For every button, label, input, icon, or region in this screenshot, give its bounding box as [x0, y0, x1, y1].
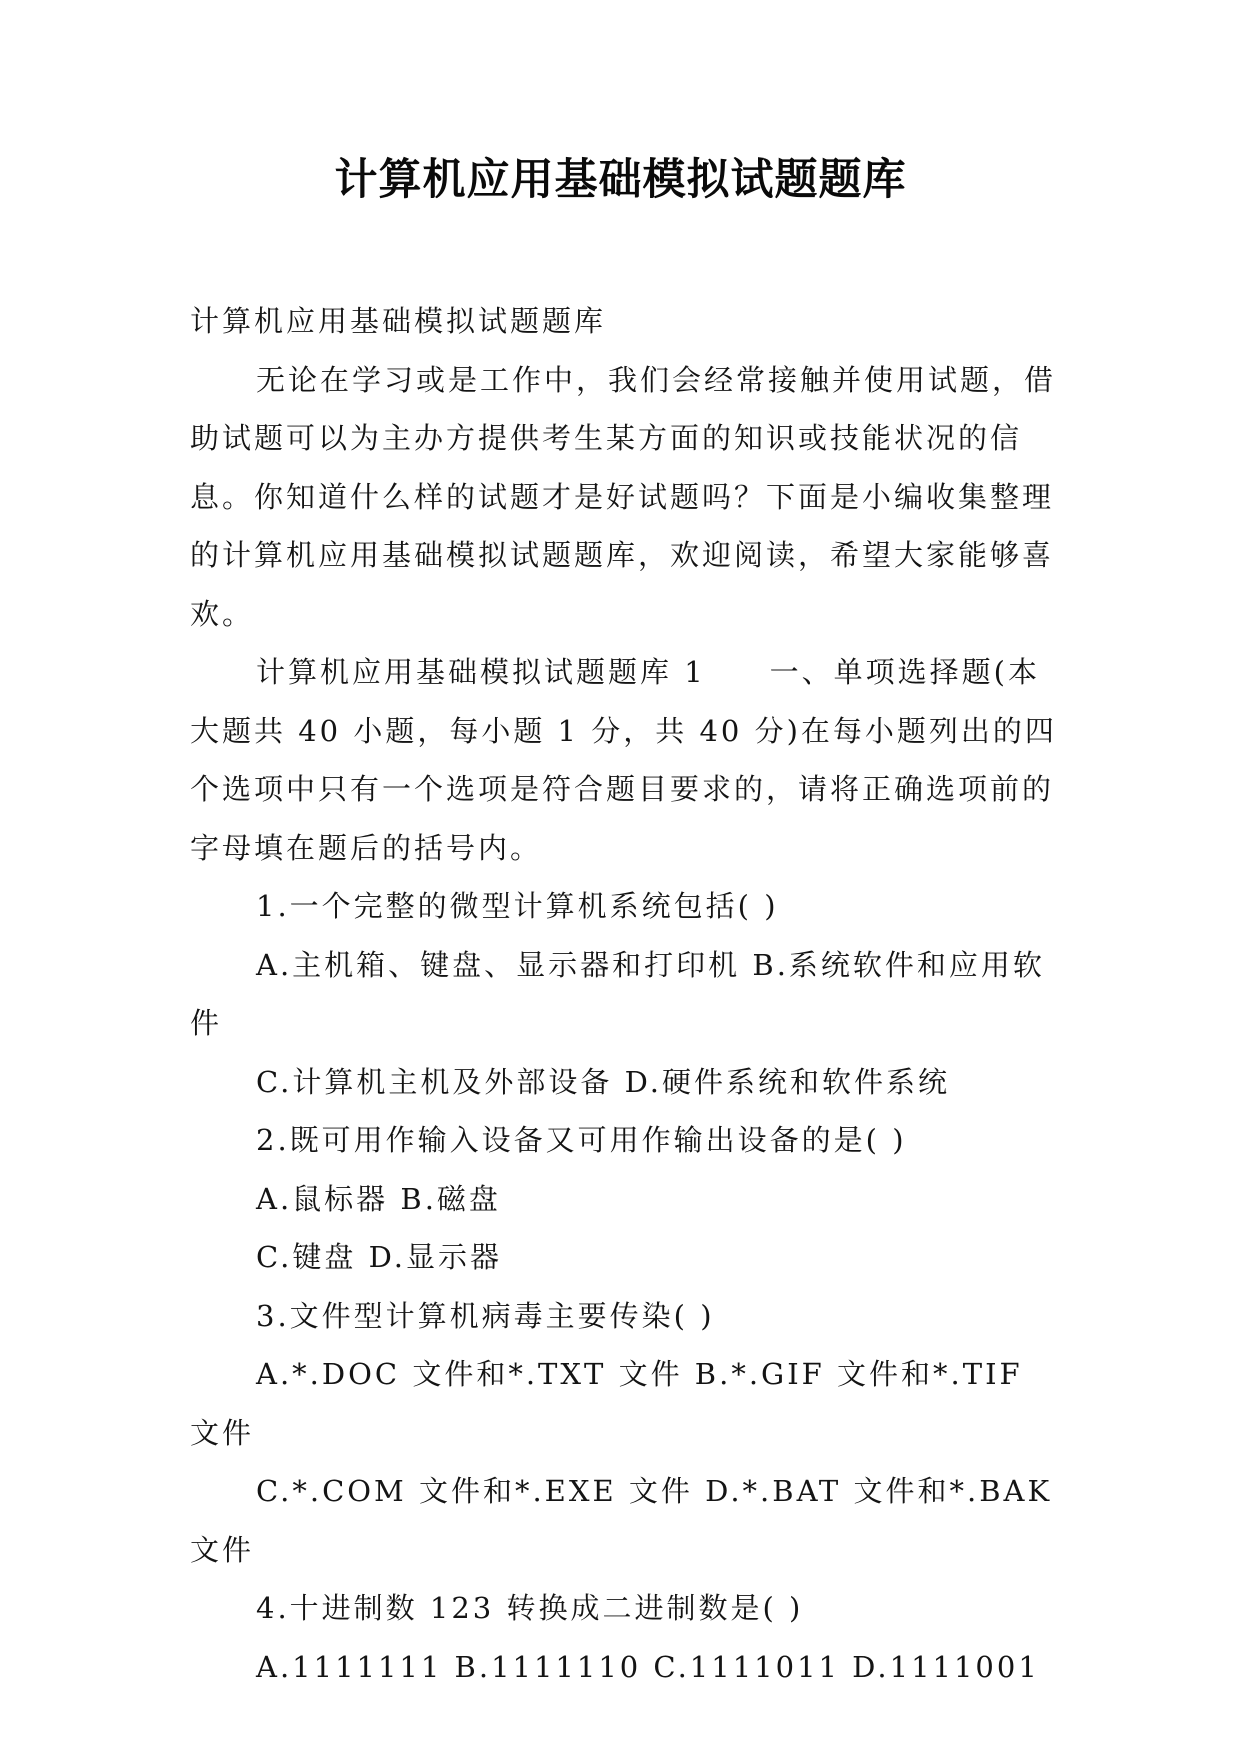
question-option: A.1111111 B.1111110 C.1111011 D.1111001: [256, 1649, 1040, 1684]
question-option: A.*.DOC 文件和*.TXT 文件 B.*.GIF 文件和*.TIF 文件: [190, 1357, 1023, 1450]
question-option: C.计算机主机及外部设备 D.硬件系统和软件系统: [256, 1064, 951, 1099]
question-stem: 3.文件型计算机病毒主要传染( ): [256, 1298, 715, 1333]
question-stem: 4.十进制数 123 转换成二进制数是( ): [256, 1591, 804, 1625]
document-title: 计算机应用基础模拟试题题库: [334, 155, 907, 205]
question-option: C.*.COM 文件和*.EXE 文件 D.*.BAT 文件和*.BAK 文件: [190, 1474, 1053, 1567]
document-body: [190, 292, 1065, 1696]
question-option: A.主机箱、键盘、显示器和打印机 B.系统软件和应用软件: [190, 947, 1045, 1040]
document-subtitle: 计算机应用基础模拟试题题库: [190, 304, 607, 338]
question-option: C.键盘 D.显示器: [256, 1240, 503, 1274]
question-option: A.鼠标器 B.磁盘: [256, 1181, 501, 1216]
intro-paragraph: 无论在学习或是工作中，我们会经常接触并使用试题，借助试题可以为主办方提供考生某方面的知识或技能状况的信息。你知道什么样的试题才是好试题吗？下面是小编收集整理的计算机应用基础模拟试题题库，欢迎阅读，希望大家能够喜欢。: [190, 362, 1057, 631]
section-intro-paragraph: 计算机应用基础模拟试题题库 1 一、单项选择题(本大题共 40 小题，每小题 1 分，共 40 分)在每小题列出的四个选项中只有一个选项是符合题目要求的，请将正确选项前的字母填在题后的括号内。: [190, 655, 1057, 865]
question-stem: 1.一个完整的微型计算机系统包括( ): [256, 889, 779, 923]
question-stem: 2.既可用作输入设备又可用作输出设备的是( ): [256, 1123, 907, 1157]
